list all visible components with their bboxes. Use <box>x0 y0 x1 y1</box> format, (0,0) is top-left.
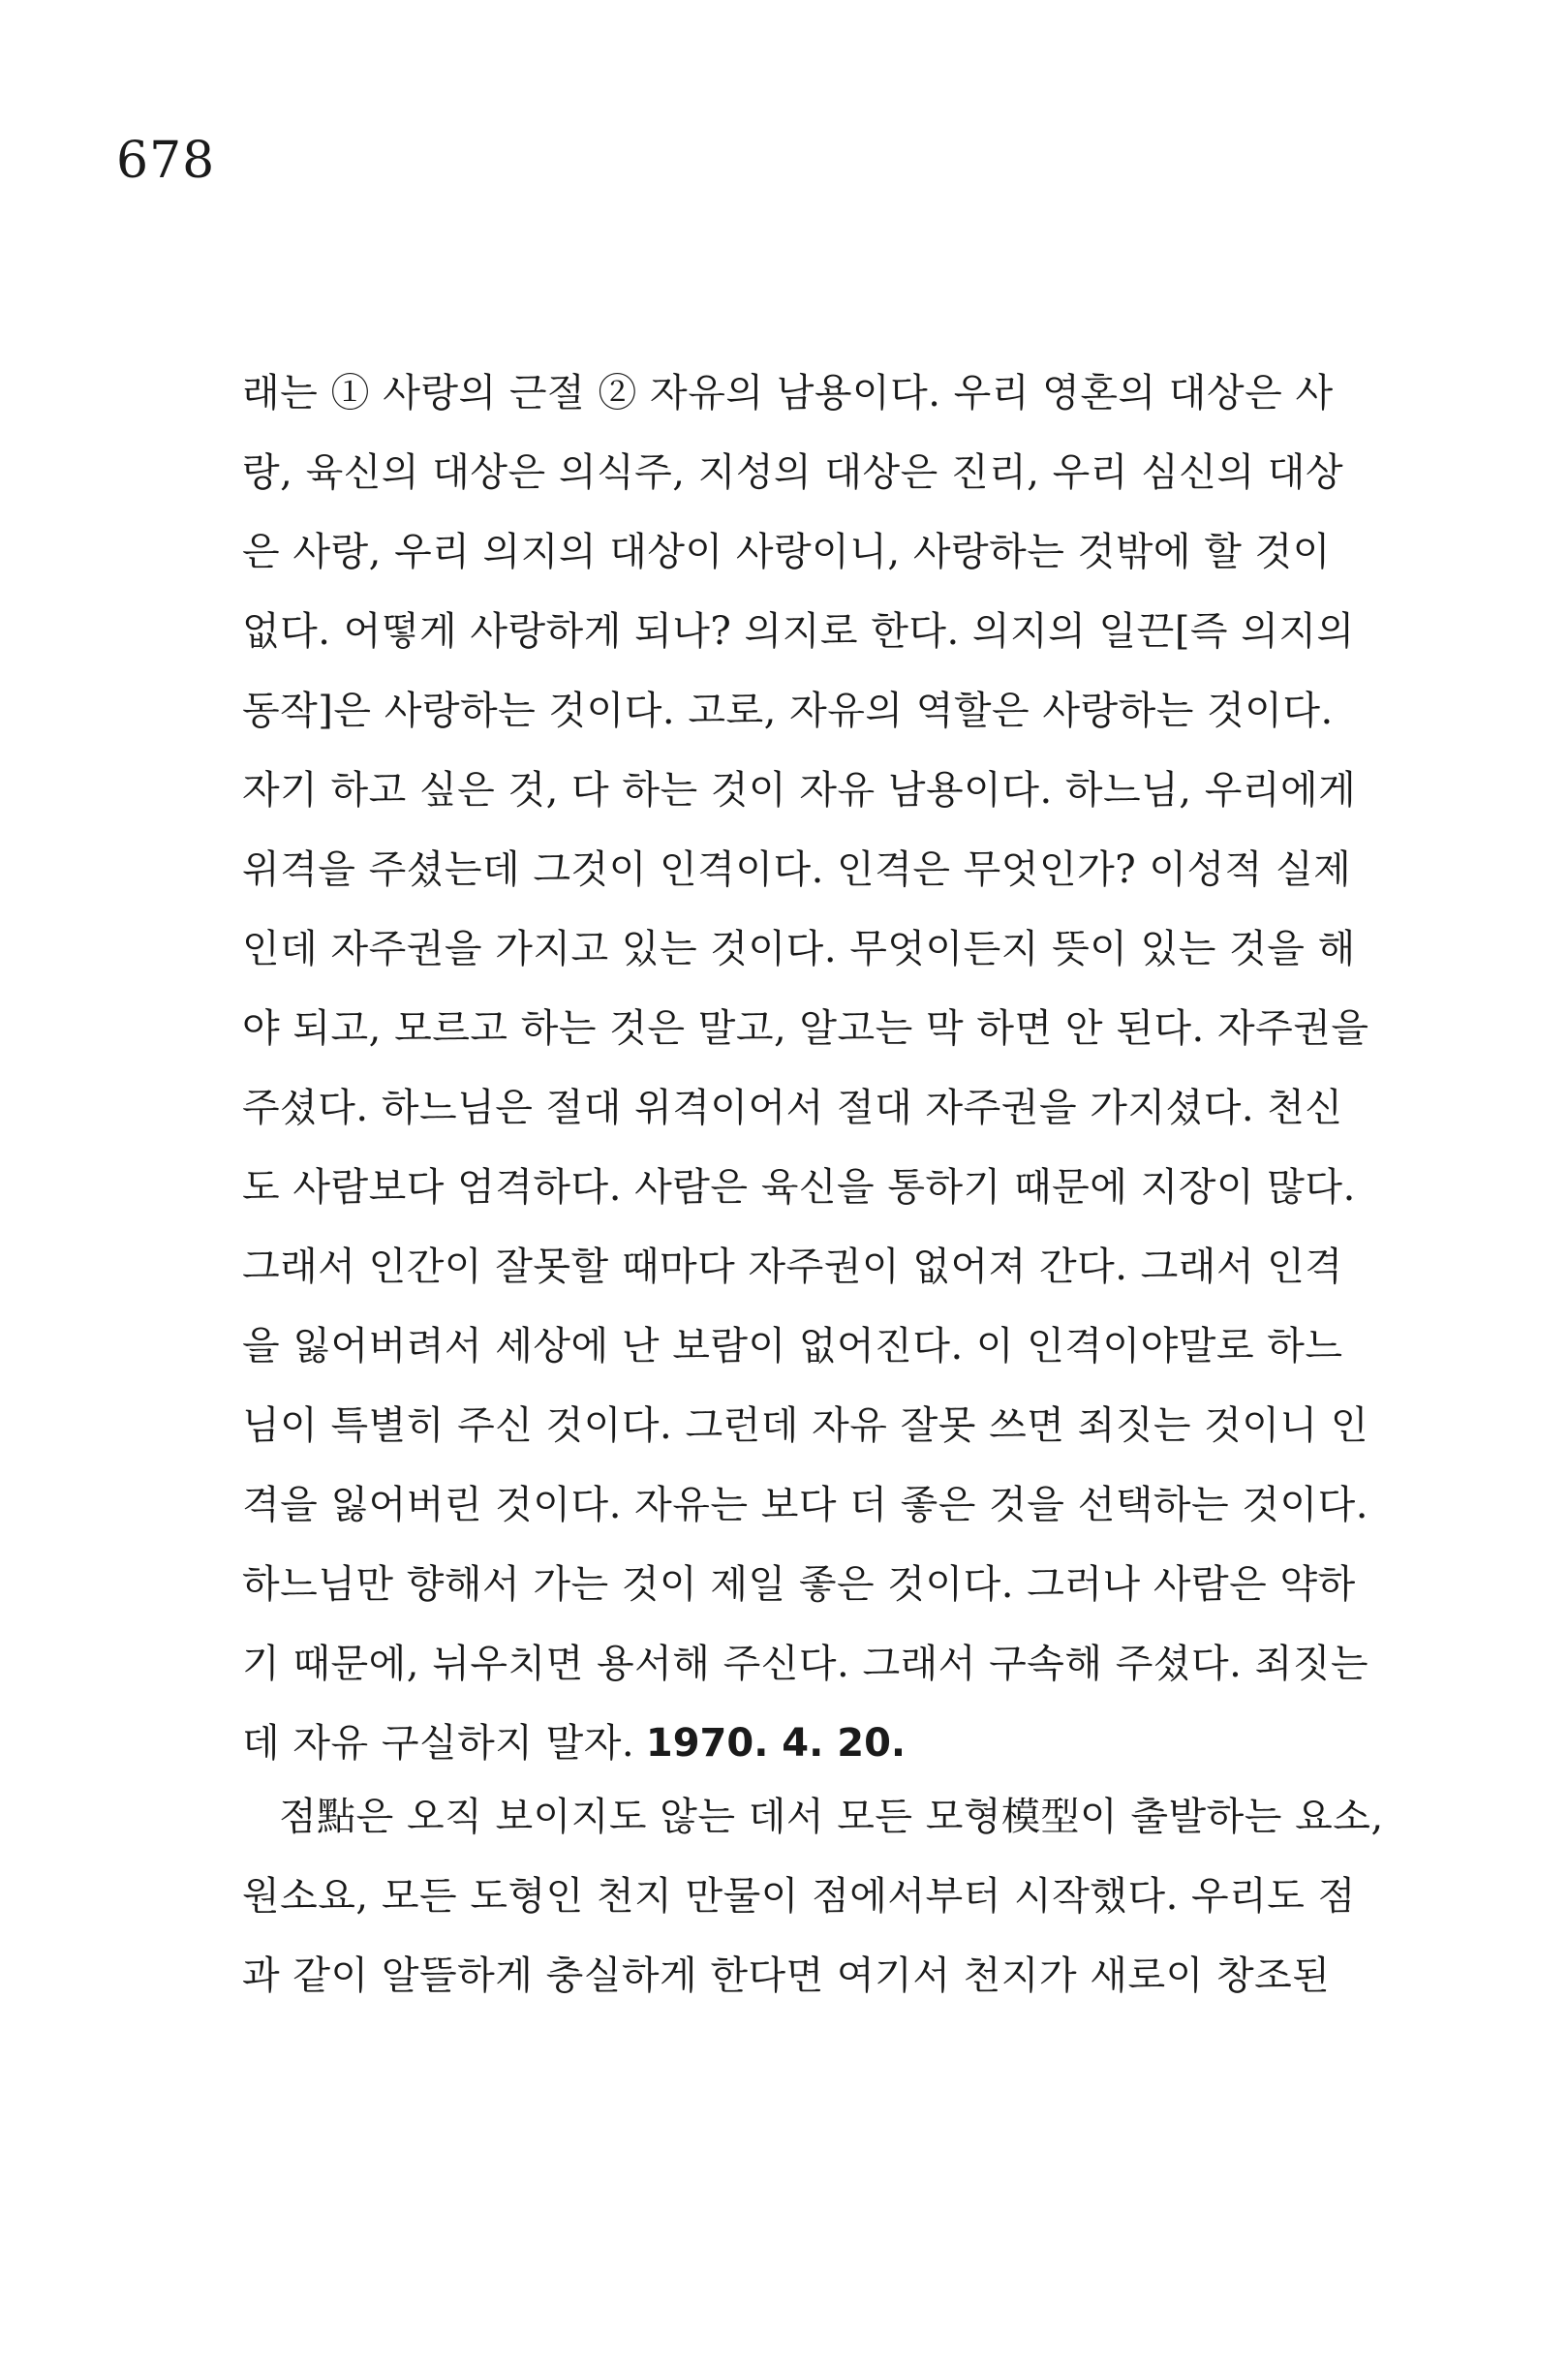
body-paragraph <box>242 354 1369 1783</box>
section-paragraph <box>242 1777 1384 2015</box>
text-line: 점點은 오직 보이지도 않는 데서 모든 모형模型이 출발하는 요소, <box>279 1795 1384 1839</box>
text-line: 원소요, 모든 도형인 천지 만물이 점에서부터 시작했다. 우리도 점 <box>242 1874 1356 1919</box>
text-line: 주셨다. 하느님은 절대 위격이어서 절대 자주권을 가지셨다. 천신 <box>242 1086 1343 1130</box>
page-number: 678 <box>116 132 216 190</box>
text-line: 자기 하고 싶은 것, 다 하는 것이 자유 남용이다. 하느님, 우리에게 <box>242 768 1357 813</box>
text-line: 과 같이 알뜰하게 충실하게 한다면 여기서 천지가 새로이 창조된 <box>242 1953 1331 1998</box>
text-line: 야 되고, 모르고 하는 것은 말고, 알고는 막 하면 안 된다. 자주권을 <box>242 1006 1369 1051</box>
text-line: 님이 특별히 주신 것이다. 그런데 자유 잘못 쓰면 죄짓는 것이니 인 <box>242 1403 1369 1448</box>
text-line: 도 사람보다 엄격하다. 사람은 육신을 통하기 때문에 지장이 많다. <box>242 1165 1356 1210</box>
text-line: 격을 잃어버린 것이다. 자유는 보다 더 좋은 것을 선택하는 것이다. <box>242 1483 1369 1527</box>
text-line: 그래서 인간이 잘못할 때마다 자주권이 없어져 간다. 그래서 인격 <box>242 1245 1343 1289</box>
text-line: 인데 자주권을 가지고 있는 것이다. 무엇이든지 뜻이 있는 것을 해 <box>242 927 1356 971</box>
text-line: 래는 ① 사랑의 근절 ② 자유의 남용이다. 우리 영혼의 대상은 사 <box>242 371 1334 415</box>
text-line: 데 자유 구실하지 말자. <box>242 1721 635 1766</box>
text-line: 동작]은 사랑하는 것이다. 고로, 자유의 역할은 사랑하는 것이다. <box>242 689 1334 733</box>
text-line: 위격을 주셨는데 그것이 인격이다. 인격은 무엇인가? 이성적 실제 <box>242 847 1352 892</box>
section-date-heading: 1970. 4. 20. <box>645 1721 907 1766</box>
text-line: 없다. 어떻게 사랑하게 되나? 의지로 한다. 의지의 일끈[즉 의지의 <box>242 609 1355 654</box>
text-line: 하느님만 향해서 가는 것이 제일 좋은 것이다. 그러나 사람은 약하 <box>242 1562 1356 1607</box>
text-line: 을 잃어버려서 세상에 난 보람이 없어진다. 이 인격이야말로 하느 <box>242 1324 1343 1369</box>
text-line: 랑, 육신의 대상은 의식주, 지성의 대상은 진리, 우리 심신의 대상 <box>242 450 1344 495</box>
text-line: 은 사랑, 우리 의지의 대상이 사랑이니, 사랑하는 것밖에 할 것이 <box>242 530 1331 574</box>
text-line: 기 때문에, 뉘우치면 용서해 주신다. 그래서 구속해 주셨다. 죄짓는 <box>242 1642 1369 1686</box>
